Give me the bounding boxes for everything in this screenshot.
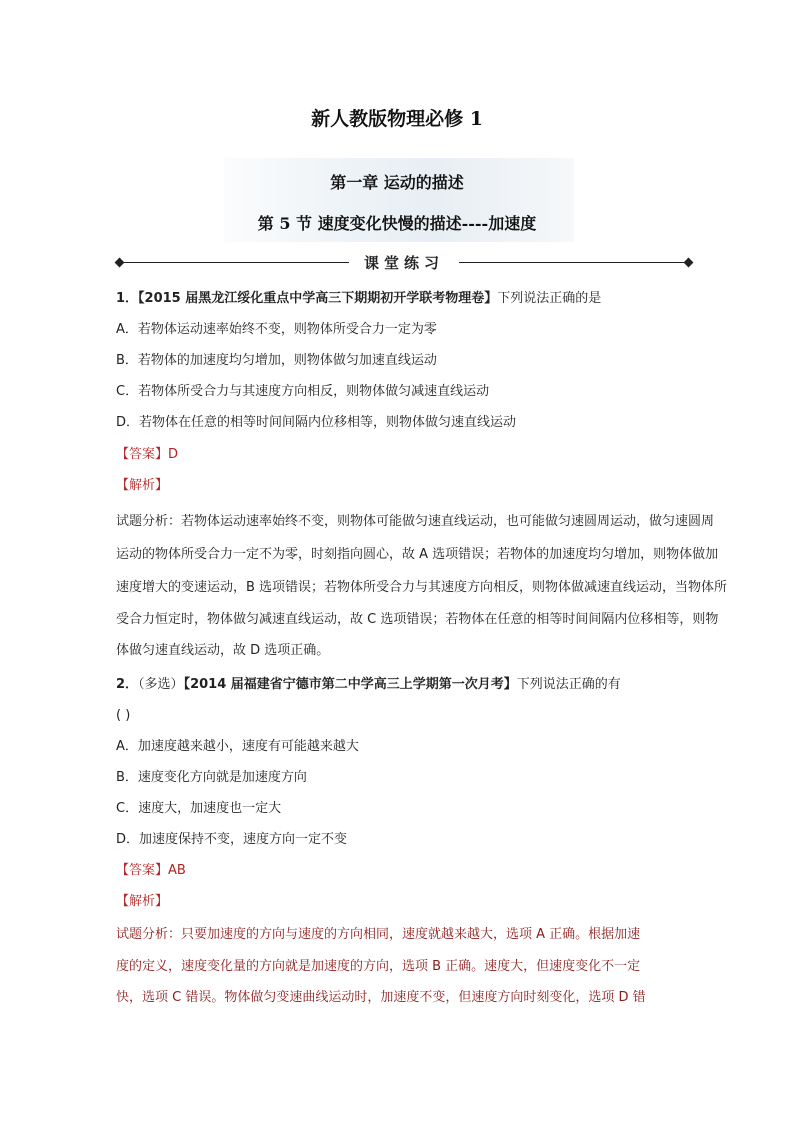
analysis-line: 度的定义，速度变化量的方向就是加速度的方向，选项 B 正确。速度大，但速度变化不一定 (116, 959, 641, 974)
question-number: 1． (116, 291, 139, 306)
analysis-line: 速度增大的变速运动，B 选项错误；若物体所受合力与其速度方向相反，则物体做减速直线运动，当物体所 (116, 580, 728, 595)
section-divider (116, 252, 692, 274)
analysis-line: 试题分析：只要加速度的方向与速度的方向相同，速度就越来越大，选项 A 正确。根据加速 (116, 927, 641, 942)
answer-value: AB (168, 863, 186, 878)
option-c: C．速度大，加速度也一定大 (116, 801, 282, 816)
question-stem: 下列说法正确的有 (516, 677, 621, 692)
option-d: D．加速度保持不变，速度方向一定不变 (116, 832, 348, 847)
question-stem: 下列说法正确的是 (497, 291, 602, 306)
classroom-practice-label: 课堂练习 (363, 254, 444, 272)
answer-blank: ( ) (116, 708, 131, 723)
analysis-line: 受合力恒定时，物体做匀减速直线运动，故 C 选项错误；若物体在任意的相等时间间隔内位移相等，则物 (116, 612, 719, 627)
chapter-heading: 第一章 运动的描述 (330, 173, 464, 192)
analysis-line: 体做匀速直线运动，故 D 选项正确。 (116, 643, 330, 658)
option-c: C．若物体所受合力与其速度方向相反，则物体做匀减速直线运动 (116, 384, 490, 399)
answer-value: D (168, 447, 179, 462)
section-heading: 第 5 节 速度变化快慢的描述----加速度 (257, 214, 537, 233)
analysis-line: 试题分析：若物体运动速率始终不变，则物体可能做匀速直线运动，也可能做匀速圆周运动，做匀速圆周 (116, 514, 715, 529)
analysis-line: 运动的物体所受合力一定不为零，时刻指向圆心，故 A 选项错误；若物体的加速度均匀增加，则物体做加 (116, 547, 719, 562)
question-number: 2． (116, 677, 139, 692)
divider-diamond-left (115, 258, 125, 268)
document-title: 新人教版物理必修 1 (311, 108, 483, 130)
answer-line (116, 445, 178, 465)
question-source: 【2014 届福建省宁德市第二中学高三上学期第一次月考】 (183, 677, 517, 692)
question-2-stem-line (116, 675, 621, 695)
analysis-line: 快，选项 C 错误。物体做匀变速曲线运动时，加速度不变，但速度方向时刻变化，选项 D 错 (116, 990, 646, 1005)
analysis-tag: 【解析】 (116, 894, 169, 909)
option-b: B．速度变化方向就是加速度方向 (116, 770, 307, 785)
multi-choice-tag: （多选） (138, 677, 184, 692)
option-a: A．加速度越来越小，速度有可能越来越大 (116, 739, 359, 754)
answer-tag: 【答案】 (116, 447, 169, 462)
divider-line-left (124, 262, 349, 263)
answer-line (116, 861, 186, 881)
analysis-tag: 【解析】 (116, 478, 169, 493)
divider-line-right (459, 262, 684, 263)
question-1-stem-line (116, 289, 601, 309)
divider-diamond-right (684, 258, 694, 268)
option-d: D．若物体在任意的相等时间间隔内位移相等，则物体做匀速直线运动 (116, 415, 517, 430)
question-source: 【2015 届黑龙江绥化重点中学高三下期期初开学联考物理卷】 (138, 291, 498, 306)
option-b: B．若物体的加速度均匀增加，则物体做匀加速直线运动 (116, 353, 437, 368)
answer-tag: 【答案】 (116, 863, 169, 878)
option-a: A．若物体运动速率始终不变，则物体所受合力一定为零 (116, 322, 437, 337)
